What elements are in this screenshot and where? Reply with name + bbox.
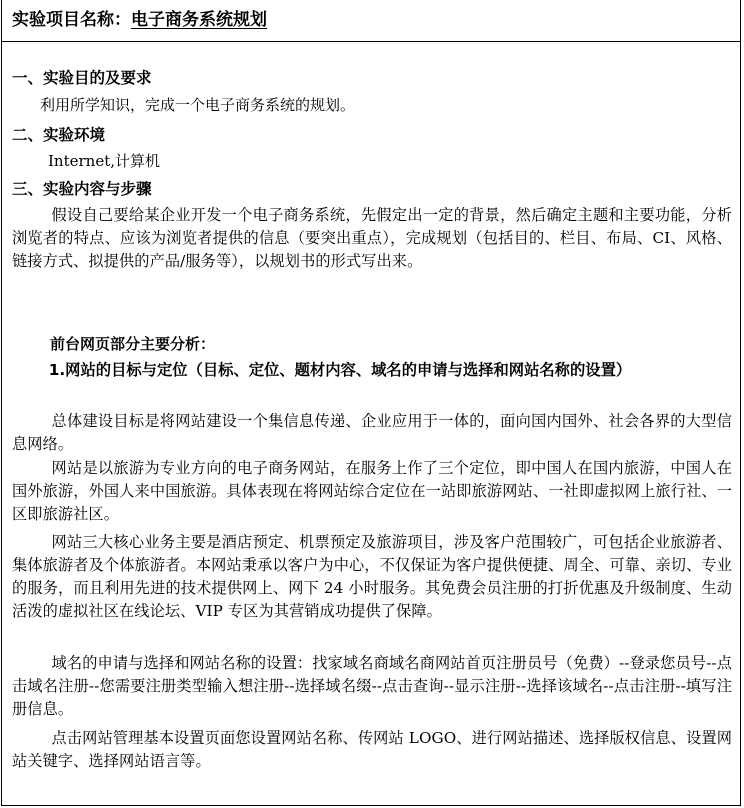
analysis-paragraph-positioning: 网站是以旅游为专业方向的电子商务网站，在服务上作了三个定位，即中国人在国内旅游，中国人在国外旅游，外国人来中国旅游。具体表现在将网站综合定位在一站即旅游网站、一社即虚拟网上旅行社、一区即旅游社区。 <box>12 459 732 523</box>
section-body-environment: Internet,计算机 <box>48 152 160 170</box>
section-body-content: 假设自己要给某企业开发一个电子商务系统，先假定出一定的背景，然后确定主题和主要功能，分析浏览者的特点、应该为浏览者提供的信息（要突出重点），完成规划（包括目的、栏目、布局、CI、风格、链接方式、拟提供的产品/服务等），以规划书的形式写出来。 <box>12 206 732 270</box>
point-1-title: 1.网站的目标与定位（目标、定位、题材内容、域名的申请与选择和网站名称的设置） <box>48 361 632 379</box>
analysis-paragraph-business: 网站三大核心业务主要是酒店预定、机票预定及旅游项目，涉及客户范围较广，可包括企业旅游者、集体旅游者及个体旅游者。本网站秉承以客户为中心，不仅保证为客户提供便捷、周全、可靠、亲切、专业的服务，而且利用先进的技术提供网上、网下 24 小时服务。其免费会员注册的打折优惠及升级制度、生动活泼的虚拟社区在线论坛、VIP 专区为其营销成功提供了保障。 <box>12 533 732 620</box>
analysis-paragraph-site-settings: 点击网站管理基本设置页面您设置网站名称、传网站 LOGO、进行网站描述、选择版权信息、设置网站关键字、选择网站语言等。 <box>12 729 732 770</box>
title-label: 实验项目名称： <box>12 10 131 30</box>
section-heading-objectives: 一、实验目的及要求 <box>12 69 152 87</box>
analysis-heading: 前台网页部分主要分析： <box>50 335 216 353</box>
section-body-objectives: 利用所学知识，完成一个电子商务系统的规划。 <box>40 96 356 114</box>
section-heading-content: 三、实验内容与步骤 <box>12 180 152 198</box>
experiment-title <box>12 8 267 32</box>
section-heading-environment: 二、实验环境 <box>12 126 106 144</box>
title-value: 电子商务系统规划 <box>131 10 267 30</box>
analysis-paragraph-domain: 域名的申请与选择和网站名称的设置：找家域名商域名商网站首页注册员号（免费）--登录您员号--点击域名注册--您需要注册类型输入想注册--选择域名缀--点击查询--显示注册--选择该域名--点击注册--填写注册信息。 <box>12 654 732 718</box>
document-frame <box>1 0 741 806</box>
title-divider <box>2 41 740 42</box>
analysis-paragraph-goal: 总体建设目标是将网站建设一个集信息传递、企业应用于一体的，面向国内国外、社会各界的大型信息网络。 <box>12 412 732 453</box>
